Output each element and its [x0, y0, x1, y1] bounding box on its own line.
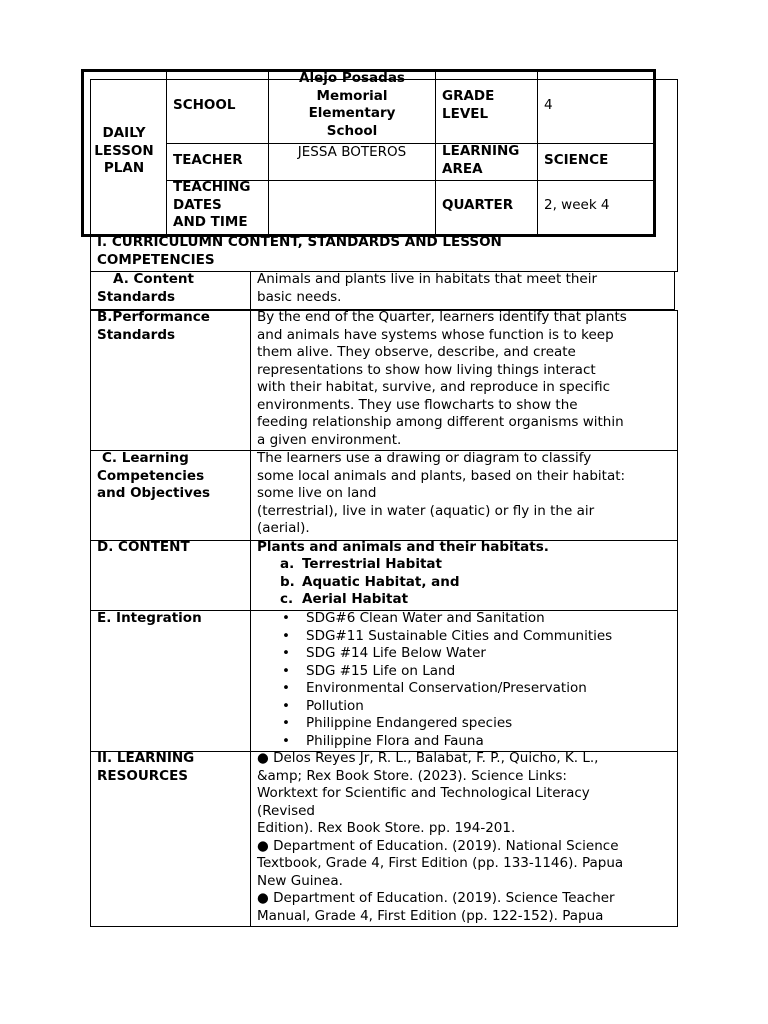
school-label: SCHOOL	[173, 97, 236, 113]
header-col-line-1	[166, 71, 167, 236]
bullet-icon: •	[282, 680, 290, 696]
teaching-dates-label: TEACHING DATES AND TIME	[173, 179, 251, 230]
content-standards-divider	[250, 271, 251, 310]
grade-level-label: GRADE LEVEL	[442, 88, 495, 122]
content-label: D. CONTENT	[97, 539, 190, 555]
daily-lesson-plan-label: DAILY LESSON PLAN	[94, 125, 154, 176]
quarter-value: 2, week 4	[544, 197, 610, 213]
bullet-icon: •	[282, 662, 290, 679]
list-item: a. Terrestrial Habitat	[280, 556, 442, 572]
header-outer-right	[677, 79, 678, 272]
section1-left-line	[90, 237, 91, 271]
content-standards-label: A. Content Standards	[97, 271, 194, 305]
list-item: • Environmental Conservation/Preservation	[282, 680, 587, 696]
quarter-label: QUARTER	[442, 197, 514, 213]
main-table-divider	[250, 310, 251, 927]
list-item: • Philippine Flora and Fauna	[282, 732, 484, 749]
performance-standards-label: B.Performance Standards	[97, 309, 210, 343]
list-item: • SDG#11 Sustainable Cities and Communities	[282, 627, 613, 644]
grade-level-value: 4	[544, 97, 553, 113]
bullet-icon: •	[282, 610, 290, 626]
list-item: c. Aerial Habitat	[280, 591, 409, 607]
learning-area-label: LEARNING AREA	[442, 143, 520, 177]
school-value: Alejo Posadas Memorial Elementary School	[299, 70, 405, 139]
list-item: • SDG#6 Clean Water and Sanitation	[282, 610, 545, 626]
resources-text: ● Delos Reyes Jr, R. L., Balabat, F. P., Quicho, K. L., &amp; Rex Book Store. (2023). Science Links: Worktext for Scientific and Technological Literacy (Revised Edition). Rex Book Store. pp. 194-201. ● Department of Education. (2019). National Science Textbook, Grade 4, First Edition (pp. 133-1146). Papua New Guinea. ● Department of Education. (2019). Science Teacher Manual, Grade 4, First Edition (pp. 122-152). Papua	[257, 750, 624, 924]
teacher-value: JESSA BOTEROS	[297, 144, 407, 160]
content-list	[280, 556, 460, 609]
bullet-icon: •	[282, 732, 290, 749]
integration-list	[282, 610, 612, 750]
competencies-text: The learners use a drawing or diagram to classify some local animals and plants, based on their habitat: some live on land (terrestrial), live in water (aquatic) or fly in the air (aerial).	[257, 450, 626, 536]
resources-label: II. LEARNING RESOURCES	[97, 750, 195, 784]
list-item: • Pollution	[282, 697, 364, 714]
bullet-icon: •	[282, 715, 290, 731]
integration-label: E. Integration	[97, 610, 202, 626]
list-item: • SDG #15 Life on Land	[282, 662, 456, 679]
section1-title: I. CURRICULUMN CONTENT, STANDARDS AND LESSON COMPETENCIES	[97, 234, 502, 268]
list-item: • Philippine Endangered species	[282, 715, 513, 731]
bullet-icon: •	[282, 627, 290, 644]
competencies-label: C. Learning Competencies and Objectives	[97, 450, 211, 501]
content-standards-text: Animals and plants live in habitats that meet their basic needs.	[257, 271, 598, 305]
teacher-label: TEACHER	[173, 152, 243, 168]
performance-standards-text: By the end of the Quarter, learners identify that plants and animals have systems whose function is to keep them alive. They observe, describe, and create representations to show how living things interact with their habitat, survive, and reproduce in specific environments. They use flowcharts to show the feeding relationship among different organisms within a given environment.	[257, 309, 627, 448]
header-col-line-3	[435, 71, 436, 236]
header-col-line-2	[268, 71, 269, 236]
content-heading: Plants and animals and their habitats.	[257, 539, 549, 555]
bullet-icon: •	[282, 645, 290, 661]
header-col-line-4	[537, 71, 538, 236]
bullet-icon: •	[282, 697, 290, 714]
list-item: • SDG #14 Life Below Water	[282, 645, 486, 661]
list-item: b. Aquatic Habitat, and	[280, 573, 460, 590]
learning-area-value: SCIENCE	[544, 152, 609, 168]
